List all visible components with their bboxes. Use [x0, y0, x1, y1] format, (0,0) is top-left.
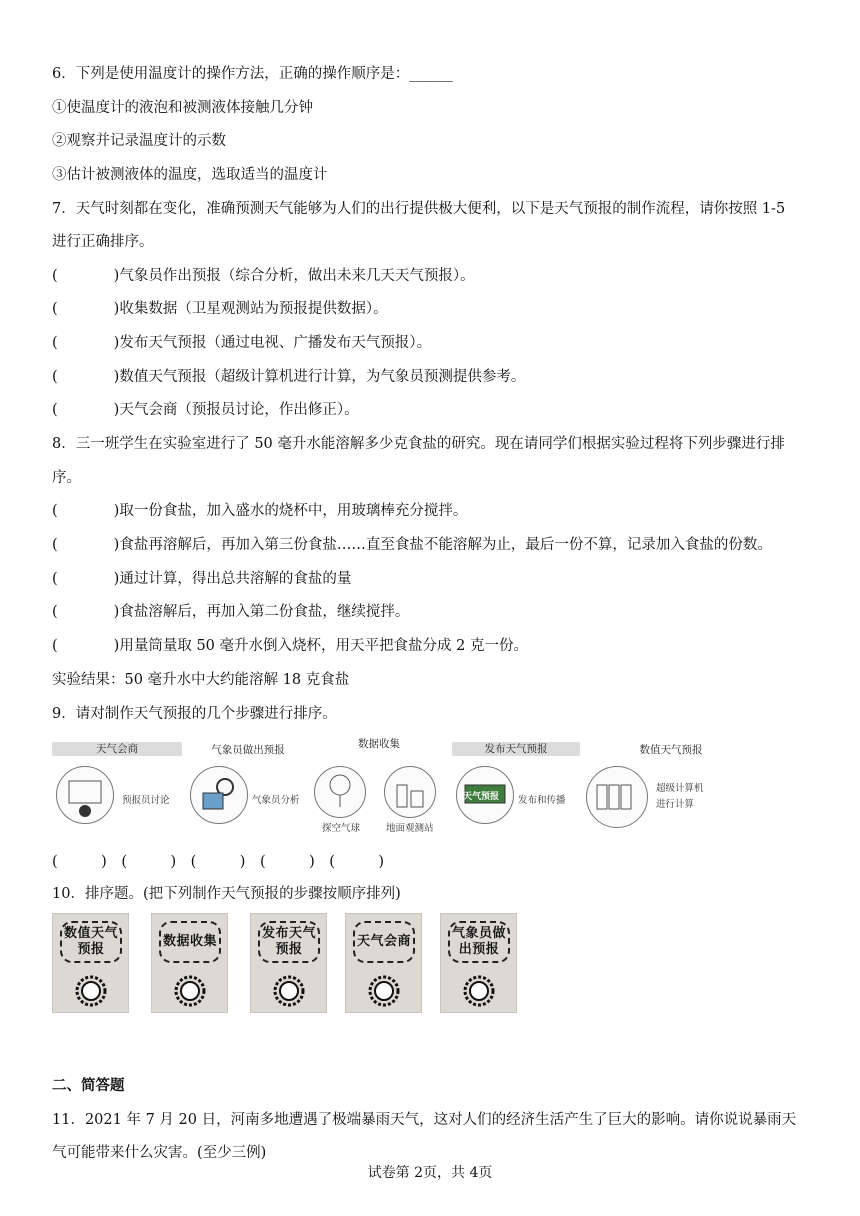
broadcast-icon — [456, 766, 514, 824]
q11-stem-line1: 11．2021 年 7 月 20 日，河南多地遭遇了极端暴雨天气，这对人们的经济生活产生了巨大的影响。请你说说暴雨天 — [52, 1112, 797, 1128]
q8-item-2: ( )食盐再溶解后，再加入第三份食盐……直至食盐不能溶解为止，最后一份不算，记录加入食盐的份数。 — [52, 537, 772, 553]
q8-stem-line2: 序。 — [52, 470, 81, 486]
q9-caption: 预报员讨论 — [122, 795, 170, 806]
q10-card-label: 数值天气 预报 — [60, 921, 122, 963]
q9-step-2 — [184, 736, 312, 832]
q11-stem-line2: 气可能带来什么灾害。(至少三例) — [52, 1145, 267, 1161]
q9-step-4 — [452, 736, 580, 832]
q9-step-title: 天气会商 — [52, 742, 182, 756]
q6-option-2: ②观察并记录温度计的示数 — [52, 133, 226, 149]
q10-card-2 — [151, 913, 228, 1013]
q9-step-title: 发布天气预报 — [452, 742, 580, 756]
broadcast-label: 天气预报 — [463, 792, 500, 802]
q10-card-1 — [52, 913, 129, 1013]
q7-stem-line1: 7．天气时刻都在变化，准确预测天气能够为人们的出行提供极大便利，以下是天气预报的制作流程，请你按照 1-5 — [52, 201, 786, 217]
station-icon — [384, 766, 436, 818]
section-heading: 二、简答题 — [52, 1077, 125, 1094]
q9-caption: 地面观测站 — [386, 823, 434, 834]
flower-icon — [74, 974, 108, 1008]
q6-option-1: ①使温度计的液泡和被测液体接触几分钟 — [52, 100, 313, 116]
computer-icon — [586, 766, 648, 828]
q7-item-4: ( )数值天气预报（超级计算机进行计算，为气象员预测提供参考。 — [52, 369, 526, 385]
q7-item-5: ( )天气会商（预报员讨论，作出修正）。 — [52, 402, 359, 418]
q9-step-3 — [314, 736, 444, 832]
q9-caption: 探空气球 — [322, 823, 361, 834]
q7-stem-line2: 进行正确排序。 — [52, 234, 154, 250]
meeting-icon — [56, 766, 114, 824]
q9-step-1 — [52, 736, 182, 832]
flower-icon — [462, 974, 496, 1008]
q9-step-title: 数值天气预报 — [639, 744, 703, 756]
q8-item-1: ( )取一份食盐，加入盛水的烧杯中，用玻璃棒充分搅拌。 — [52, 503, 468, 519]
q6-option-3: ③估计被测液体的温度，选取适当的温度计 — [52, 167, 328, 183]
flower-icon — [367, 974, 401, 1008]
q7-item-1: ( )气象员作出预报（综合分析，做出未来几天天气预报）。 — [52, 268, 475, 284]
q9-diagram — [52, 736, 760, 832]
q9-step-5 — [586, 736, 756, 832]
q10-card-4 — [345, 913, 422, 1013]
q10-card-label: 发布天气 预报 — [258, 921, 320, 963]
forecaster-icon — [190, 766, 248, 824]
q9-caption: 超级计算机 — [656, 783, 704, 794]
q10-card-label: 数据收集 — [159, 921, 221, 963]
q9-step-title: 数据收集 — [358, 738, 400, 750]
page-footer: 试卷第 2页，共 4页 — [367, 1165, 493, 1181]
q9-step-title: 气象员做出预报 — [211, 744, 285, 756]
q10-card-3 — [250, 913, 327, 1013]
q8-result: 实验结果：50 毫升水中大约能溶解 18 克食盐 — [52, 672, 350, 688]
q9-caption: 气象员分析 — [252, 795, 300, 806]
q9-caption: 进行计算 — [656, 799, 695, 810]
flower-icon — [173, 974, 207, 1008]
q10-card-label: 天气会商 — [353, 921, 415, 963]
q6-stem: 6．下列是使用温度计的操作方法，正确的操作顺序是：______ — [52, 66, 453, 82]
q9-caption: 发布和传播 — [518, 795, 566, 806]
q10-card-5 — [440, 913, 517, 1013]
q7-item-3: ( )发布天气预报（通过电视、广播发布天气预报）。 — [52, 335, 432, 351]
q8-item-3: ( )通过计算，得出总共溶解的食盐的量 — [52, 571, 352, 587]
q9-stem: 9．请对制作天气预报的几个步骤进行排序。 — [52, 706, 337, 722]
q10-card-label: 气象员做 出预报 — [448, 921, 510, 963]
q9-answer-row: ( ) ( ) ( ) ( ) ( ) — [52, 854, 385, 870]
flower-icon — [272, 974, 306, 1008]
q8-item-4: ( )食盐溶解后，再加入第二份食盐，继续搅拌。 — [52, 604, 410, 620]
q10-stem: 10．排序题。(把下列制作天气预报的步骤按顺序排列) — [52, 886, 401, 902]
q7-item-2: ( )收集数据（卫星观测站为预报提供数据）。 — [52, 301, 388, 317]
q8-item-5: ( )用量筒量取 50 毫升水倒入烧杯，用天平把食盐分成 2 克一份。 — [52, 638, 528, 654]
balloon-icon — [314, 766, 366, 818]
q8-stem-line1: 8．三一班学生在实验室进行了 50 毫升水能溶解多少克食盐的研究。现在请同学们根据实验过程将下列步骤进行排 — [52, 436, 785, 452]
